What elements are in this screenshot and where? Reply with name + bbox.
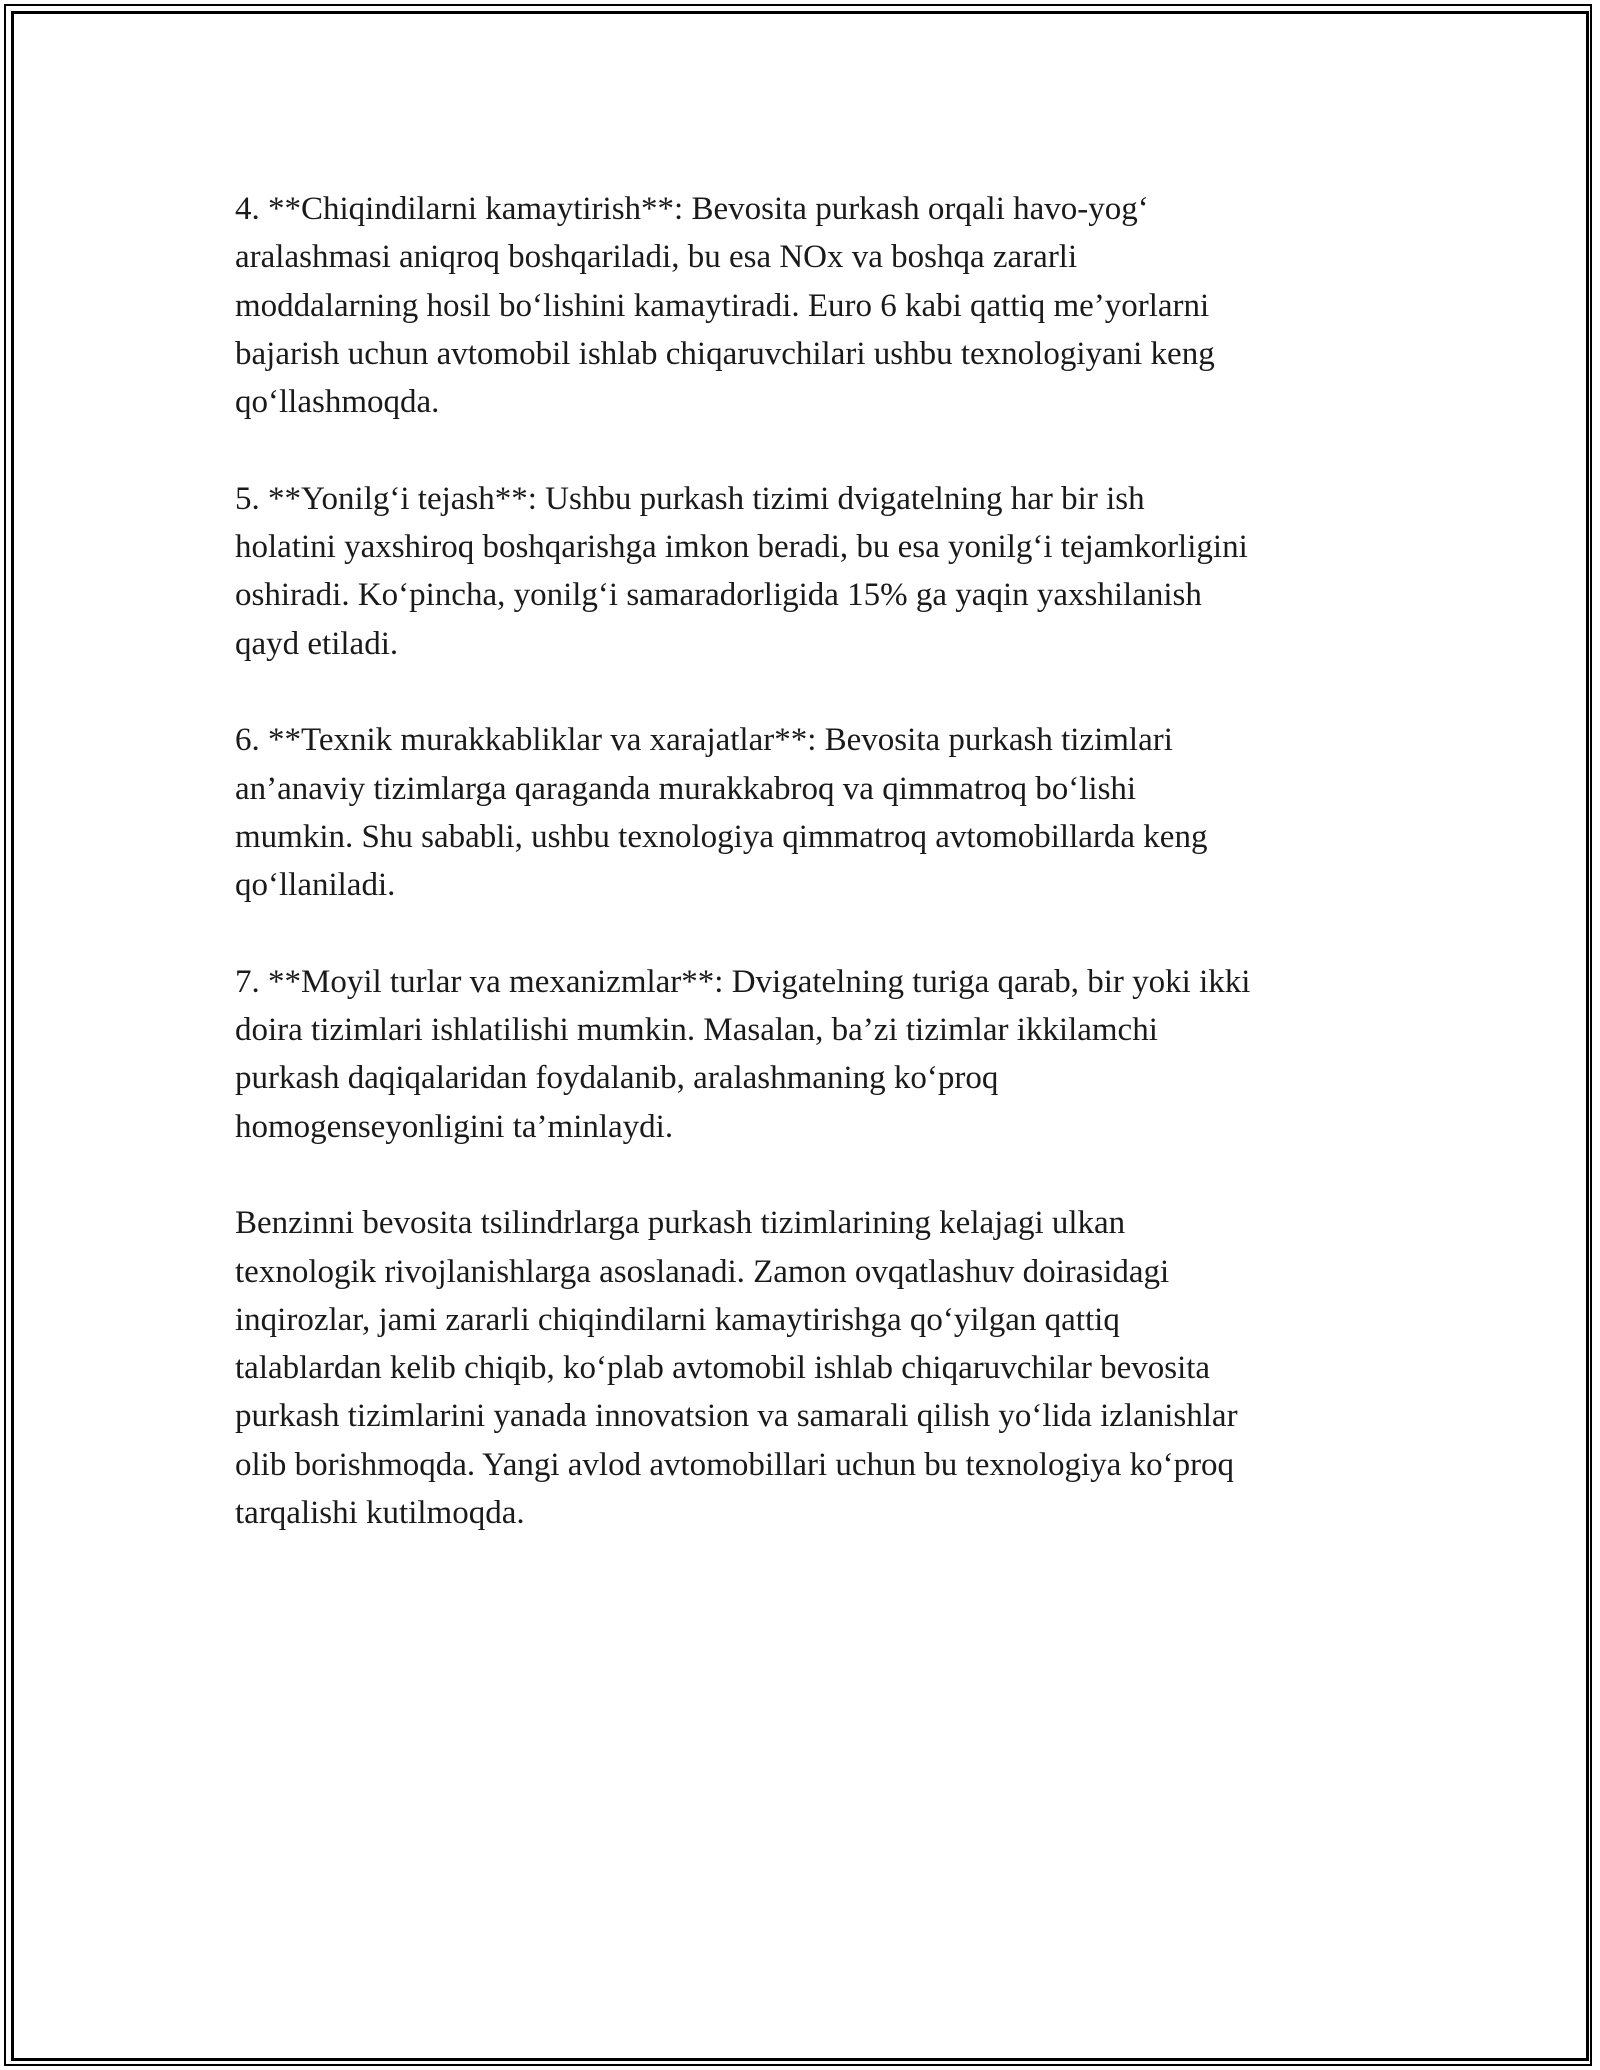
paragraph-types-mechanisms: 7. **Moyil turlar va mexanizmlar**: Dvigatelning turiga qarab, bir yoki ikki doira tizimlari ishlatilishi mumkin. Masalan, ba’zi tizimlar ikkilamchi purkash daqiqalaridan foydalanib, aralashmaning ko‘proq homogenseyonligini ta’minlaydi. xyxy=(235,963,1251,1145)
paragraph-emissions: 4. **Chiqindilarni kamaytirish**: Bevosita purkash orqali havo-yog‘ aralashmasi aniqroq boshqariladi, bu esa NOx va boshqa zararli moddalarning hosil bo‘lishini kamaytiradi. Euro 6 kabi qattiq me’yorlarni bajarish uchun avtomobil ishlab chiqaruvchilari ushbu texnologiyani keng qo‘llashmoqda. xyxy=(235,191,1215,421)
paragraph-fuel-saving: 5. **Yonilg‘i tejash**: Ushbu purkash tizimi dvigatelning har bir ish holatini yaxshiroq boshqarishga imkon beradi, bu esa yonilg‘i tejamkorligini oshiradi. Ko‘pincha, yonilg‘i samaradorligida 15% ga yaqin yaxshilanish qayd etiladi. xyxy=(235,480,1248,662)
paragraph-technical-complexity: 6. **Texnik murakkabliklar va xarajatlar**: Bevosita purkash tizimlari an’anaviy tizimlarga qaraganda murakkabroq va qimmatroq bo‘lishi mumkin. Shu sababli, ushbu texnologiya qimmatroq avtomobillarda keng qo‘llaniladi. xyxy=(235,722,1208,904)
document-body xyxy=(235,185,1375,1586)
paragraph-conclusion: Benzinni bevosita tsilindrlarga purkash tizimlarining kelajagi ulkan texnologik rivojlanishlarga asoslanadi. Zamon ovqatlashuv doirasidagi inqirozlar, jami zararli chiqindilarni kamaytirishga qo‘yilgan qattiq talablardan kelib chiqib, ko‘plab avtomobil ishlab chiqaruvchilar bevosita purkash tizimlarini yanada innovatsion va samarali qilish yo‘lida izlanishlar olib borishmoqda. Yangi avlod avtomobillari uchun bu texnologiya ko‘proq tarqalishi kutilmoqda. xyxy=(235,1205,1238,1532)
